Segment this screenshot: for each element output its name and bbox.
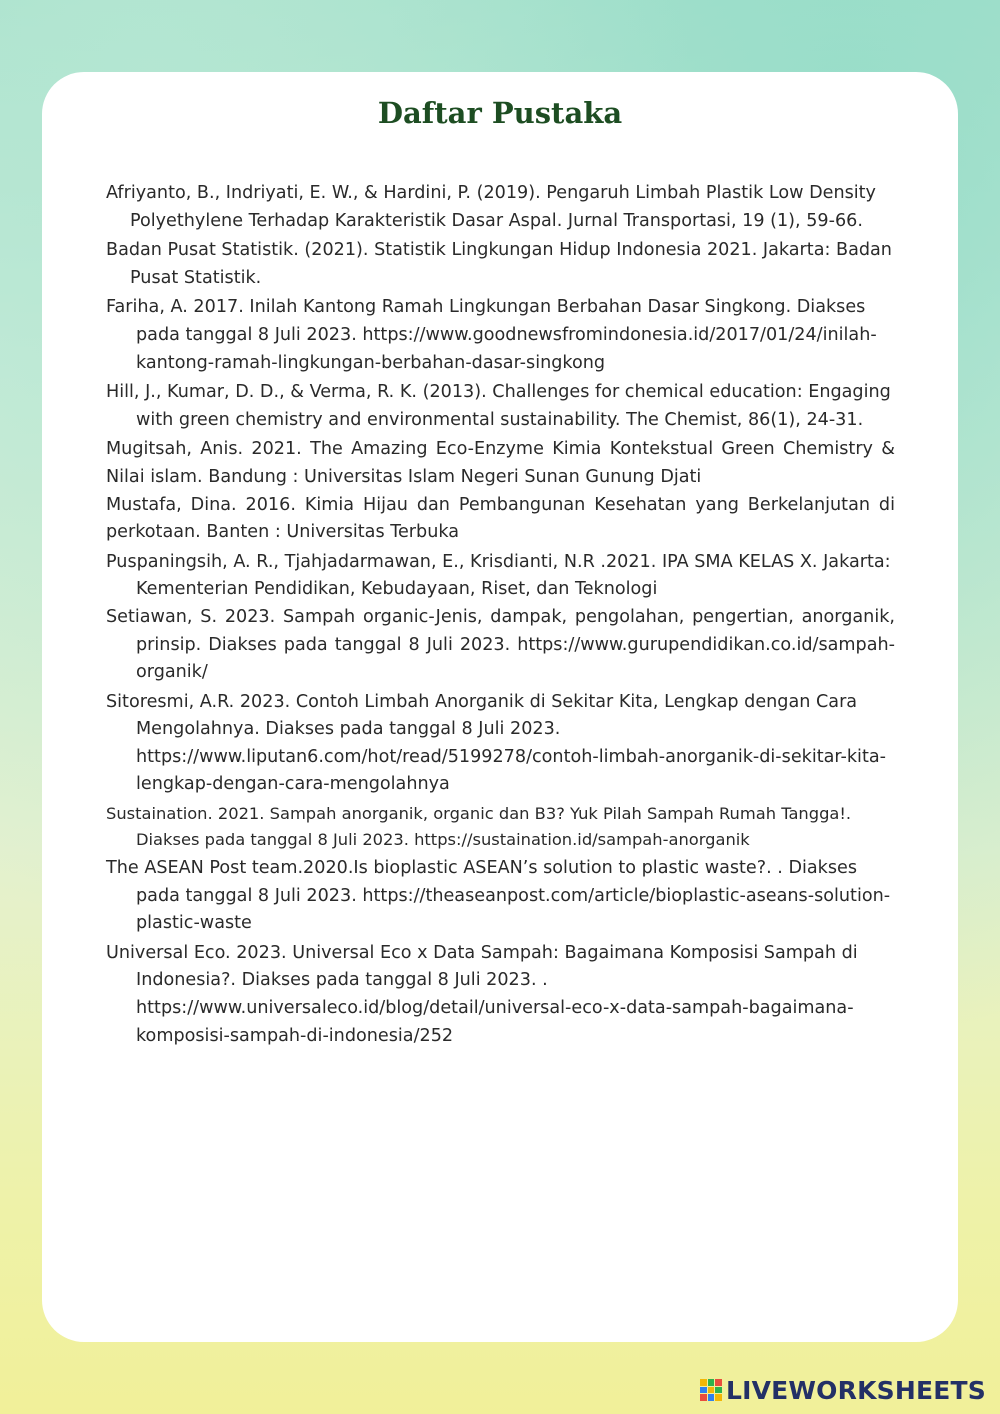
reference-item: Hill, J., Kumar, D. D., & Verma, R. K. (2013). Challenges for chemical education: Engaging with green chemistry and environmental sustainability. The Chemist, 86(1), 24-31. (106, 382, 891, 430)
reference-item: Fariha, A. 2017. Inilah Kantong Ramah Lingkungan Berbahan Dasar Singkong. Diakses pada tanggal 8 Juli 2023. https://www.goodnewsfromindonesia.id/2017/01/24/inilah-kantong-ramah-lingkungan-berbahan-dasar-singkong (106, 297, 877, 373)
page-title: Daftar Pustaka (377, 96, 623, 130)
reference-list (106, 180, 895, 1050)
reference-item: Universal Eco. 2023. Universal Eco x Data Sampah: Bagaimana Komposisi Sampah di Indonesia?. Diakses pada tanggal 8 Juli 2023. . https://www.universaleco.id/blog/detail/universal-eco-x-data-sampah-bagaimana-komposisi-sampah-di-indonesia/252 (106, 942, 858, 1046)
liveworksheets-logo-icon (700, 1379, 722, 1401)
reference-item: Sitoresmi, A.R. 2023. Contoh Limbah Anorganik di Sekitar Kita, Lengkap dengan Cara Mengolahnya. Diakses pada tanggal 8 Juli 2023. https://www.liputan6.com/hot/read/5199278/contoh-limbah-anorganik-di-sekitar-kita-lengkap-dengan-cara-mengolahnya (106, 691, 886, 795)
reference-item: Setiawan, S. 2023. Sampah organic-Jenis, dampak, pengolahan, pengertian, anorganik, prinsip. Diakses pada tanggal 8 Juli 2023. https://www.gurupendidikan.co.id/sampah-organik/ (106, 606, 895, 683)
reference-item: Mugitsah, Anis. 2021. The Amazing Eco-Enzyme Kimia Kontekstual Green Chemistry & Nilai islam. Bandung : Universitas Islam Negeri Sunan Gunung Djati (106, 439, 895, 487)
reference-item: Afriyanto, B., Indriyati, E. W., & Hardini, P. (2019). Pengaruh Limbah Plastik Low Density Polyethylene Terhadap Karakteristik Dasar Aspal. Jurnal Transportasi, 19 (1), 59-66. (106, 183, 876, 231)
reference-item: The ASEAN Post team.2020.Is bioplastic ASEAN’s solution to plastic waste?. . Diakses pada tanggal 8 Juli 2023. https://theaseanpost.com/article/bioplastic-aseans-solution-plastic-waste (106, 858, 891, 934)
brand-name: LIVEWORKSHEETS (725, 1375, 986, 1405)
liveworksheets-brand (700, 1376, 986, 1404)
reference-item: Badan Pusat Statistik. (2021). Statistik Lingkungan Hidup Indonesia 2021. Jakarta: Badan Pusat Statistik. (106, 240, 892, 288)
reference-item: Sustaination. 2021. Sampah anorganik, organic dan B3? Yuk Pilah Sampah Rumah Tangga!. Diakses pada tanggal 8 Juli 2023. https://sustaination.id/sampah-anorganik (106, 804, 852, 850)
reference-item: Mustafa, Dina. 2016. Kimia Hijau dan Pembangunan Kesehatan yang Berkelanjutan di perkotaan. Banten : Universitas Terbuka (106, 494, 895, 543)
reference-item: Puspaningsih, A. R., Tjahjadarmawan, E., Krisdianti, N.R .2021. IPA SMA KELAS X. Jakarta: Kementerian Pendidikan, Kebudayaan, Riset, dan Teknologi (106, 551, 891, 600)
